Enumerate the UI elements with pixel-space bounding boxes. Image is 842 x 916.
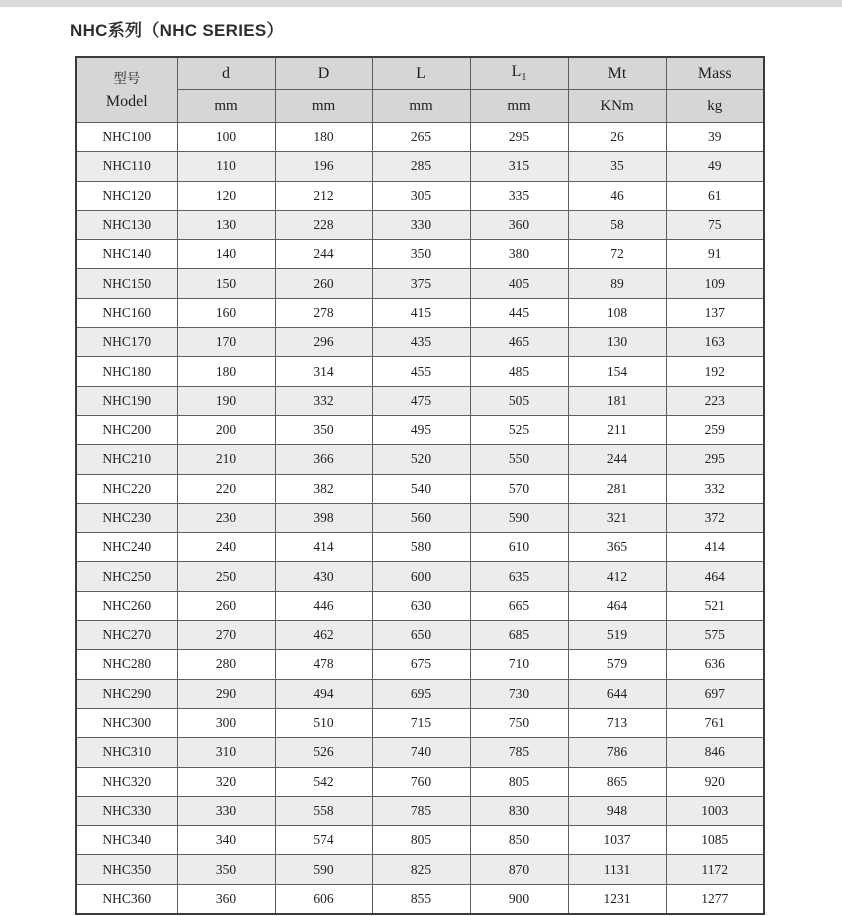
value-cell: 695 <box>372 679 470 708</box>
page-top-edge <box>0 0 842 7</box>
model-cell: NHC210 <box>76 445 177 474</box>
value-cell: 296 <box>275 328 372 357</box>
value-cell: 574 <box>275 826 372 855</box>
value-cell: 520 <box>372 445 470 474</box>
table-row <box>76 562 764 591</box>
header-row-labels <box>76 57 764 90</box>
col-header-d: d <box>177 57 275 90</box>
value-cell: 1003 <box>666 796 764 825</box>
value-cell: 805 <box>372 826 470 855</box>
value-cell: 365 <box>568 533 666 562</box>
table-row <box>76 415 764 444</box>
value-cell: 150 <box>177 269 275 298</box>
col-header-mt: Mt <box>568 57 666 90</box>
header-row-units <box>76 90 764 123</box>
value-cell: 805 <box>470 767 568 796</box>
value-cell: 435 <box>372 328 470 357</box>
table-row <box>76 328 764 357</box>
value-cell: 760 <box>372 767 470 796</box>
value-cell: 850 <box>470 826 568 855</box>
model-cell: NHC110 <box>76 152 177 181</box>
model-cell: NHC290 <box>76 679 177 708</box>
value-cell: 278 <box>275 298 372 327</box>
value-cell: 330 <box>177 796 275 825</box>
model-cell: NHC190 <box>76 386 177 415</box>
value-cell: 250 <box>177 562 275 591</box>
col-header-l: L <box>372 57 470 90</box>
value-cell: 948 <box>568 796 666 825</box>
table-row <box>76 767 764 796</box>
value-cell: 635 <box>470 562 568 591</box>
value-cell: 685 <box>470 621 568 650</box>
table-header <box>76 57 764 123</box>
table-body <box>76 123 764 914</box>
value-cell: 130 <box>177 210 275 239</box>
value-cell: 160 <box>177 298 275 327</box>
value-cell: 430 <box>275 562 372 591</box>
value-cell: 320 <box>177 767 275 796</box>
value-cell: 163 <box>666 328 764 357</box>
value-cell: 750 <box>470 708 568 737</box>
value-cell: 570 <box>470 474 568 503</box>
value-cell: 310 <box>177 738 275 767</box>
table-row <box>76 181 764 210</box>
table-row <box>76 474 764 503</box>
value-cell: 713 <box>568 708 666 737</box>
value-cell: 710 <box>470 650 568 679</box>
model-cell: NHC320 <box>76 767 177 796</box>
value-cell: 285 <box>372 152 470 181</box>
col-unit-l1: mm <box>470 90 568 123</box>
value-cell: 825 <box>372 855 470 884</box>
value-cell: 1037 <box>568 826 666 855</box>
model-cell: NHC240 <box>76 533 177 562</box>
value-cell: 465 <box>470 328 568 357</box>
value-cell: 414 <box>275 533 372 562</box>
value-cell: 636 <box>666 650 764 679</box>
value-cell: 332 <box>275 386 372 415</box>
value-cell: 39 <box>666 123 764 152</box>
value-cell: 1131 <box>568 855 666 884</box>
table-row <box>76 884 764 913</box>
model-cell: NHC120 <box>76 181 177 210</box>
model-cell: NHC280 <box>76 650 177 679</box>
table-row <box>76 123 764 152</box>
value-cell: 846 <box>666 738 764 767</box>
value-cell: 192 <box>666 357 764 386</box>
col-header-d: D <box>275 57 372 90</box>
col-header-mass: Mass <box>666 57 764 90</box>
value-cell: 244 <box>568 445 666 474</box>
value-cell: 900 <box>470 884 568 913</box>
value-cell: 260 <box>275 269 372 298</box>
model-cell: NHC170 <box>76 328 177 357</box>
value-cell: 575 <box>666 621 764 650</box>
value-cell: 542 <box>275 767 372 796</box>
value-cell: 89 <box>568 269 666 298</box>
value-cell: 321 <box>568 503 666 532</box>
table-row <box>76 796 764 825</box>
page-title: NHC系列（NHC SERIES） <box>70 21 284 40</box>
value-cell: 49 <box>666 152 764 181</box>
value-cell: 786 <box>568 738 666 767</box>
value-cell: 223 <box>666 386 764 415</box>
value-cell: 100 <box>177 123 275 152</box>
model-cell: NHC340 <box>76 826 177 855</box>
value-cell: 550 <box>470 445 568 474</box>
value-cell: 375 <box>372 269 470 298</box>
table-row <box>76 826 764 855</box>
value-cell: 485 <box>470 357 568 386</box>
model-cell: NHC270 <box>76 621 177 650</box>
value-cell: 244 <box>275 240 372 269</box>
value-cell: 46 <box>568 181 666 210</box>
value-cell: 494 <box>275 679 372 708</box>
value-cell: 740 <box>372 738 470 767</box>
value-cell: 314 <box>275 357 372 386</box>
value-cell: 330 <box>372 210 470 239</box>
value-cell: 110 <box>177 152 275 181</box>
value-cell: 455 <box>372 357 470 386</box>
value-cell: 412 <box>568 562 666 591</box>
value-cell: 295 <box>666 445 764 474</box>
value-cell: 35 <box>568 152 666 181</box>
table-row <box>76 708 764 737</box>
value-cell: 72 <box>568 240 666 269</box>
value-cell: 382 <box>275 474 372 503</box>
value-cell: 1277 <box>666 884 764 913</box>
value-cell: 230 <box>177 503 275 532</box>
value-cell: 180 <box>177 357 275 386</box>
table-row <box>76 298 764 327</box>
value-cell: 75 <box>666 210 764 239</box>
model-cell: NHC360 <box>76 884 177 913</box>
value-cell: 414 <box>666 533 764 562</box>
model-cell: NHC220 <box>76 474 177 503</box>
table-row <box>76 650 764 679</box>
value-cell: 350 <box>177 855 275 884</box>
col-header-l1: $L_1$ <box>470 57 568 90</box>
value-cell: 360 <box>177 884 275 913</box>
model-cell: NHC160 <box>76 298 177 327</box>
value-cell: 211 <box>568 415 666 444</box>
value-cell: 260 <box>177 591 275 620</box>
model-cell: NHC140 <box>76 240 177 269</box>
value-cell: 920 <box>666 767 764 796</box>
value-cell: 305 <box>372 181 470 210</box>
value-cell: 1231 <box>568 884 666 913</box>
col-unit-mass: kg <box>666 90 764 123</box>
value-cell: 785 <box>470 738 568 767</box>
value-cell: 505 <box>470 386 568 415</box>
value-cell: 109 <box>666 269 764 298</box>
model-header-zh: 型号 <box>113 70 141 86</box>
value-cell: 26 <box>568 123 666 152</box>
model-cell: NHC130 <box>76 210 177 239</box>
value-cell: 665 <box>470 591 568 620</box>
value-cell: 270 <box>177 621 275 650</box>
value-cell: 196 <box>275 152 372 181</box>
value-cell: 579 <box>568 650 666 679</box>
value-cell: 644 <box>568 679 666 708</box>
value-cell: 1085 <box>666 826 764 855</box>
value-cell: 180 <box>275 123 372 152</box>
value-cell: 519 <box>568 621 666 650</box>
col-unit-d: mm <box>275 90 372 123</box>
table-row <box>76 240 764 269</box>
value-cell: 240 <box>177 533 275 562</box>
value-cell: 495 <box>372 415 470 444</box>
value-cell: 281 <box>568 474 666 503</box>
value-cell: 170 <box>177 328 275 357</box>
table-row <box>76 269 764 298</box>
model-cell: NHC100 <box>76 123 177 152</box>
value-cell: 870 <box>470 855 568 884</box>
value-cell: 478 <box>275 650 372 679</box>
value-cell: 398 <box>275 503 372 532</box>
value-cell: 464 <box>568 591 666 620</box>
table-row <box>76 621 764 650</box>
table-row <box>76 210 764 239</box>
value-cell: 228 <box>275 210 372 239</box>
value-cell: 372 <box>666 503 764 532</box>
value-cell: 154 <box>568 357 666 386</box>
value-cell: 462 <box>275 621 372 650</box>
value-cell: 785 <box>372 796 470 825</box>
value-cell: 675 <box>372 650 470 679</box>
value-cell: 265 <box>372 123 470 152</box>
value-cell: 715 <box>372 708 470 737</box>
value-cell: 200 <box>177 415 275 444</box>
value-cell: 697 <box>666 679 764 708</box>
table-row <box>76 386 764 415</box>
value-cell: 1172 <box>666 855 764 884</box>
value-cell: 650 <box>372 621 470 650</box>
value-cell: 855 <box>372 884 470 913</box>
model-cell: NHC300 <box>76 708 177 737</box>
value-cell: 830 <box>470 796 568 825</box>
value-cell: 91 <box>666 240 764 269</box>
model-cell: NHC230 <box>76 503 177 532</box>
value-cell: 761 <box>666 708 764 737</box>
value-cell: 280 <box>177 650 275 679</box>
value-cell: 464 <box>666 562 764 591</box>
value-cell: 220 <box>177 474 275 503</box>
model-cell: NHC310 <box>76 738 177 767</box>
value-cell: 405 <box>470 269 568 298</box>
model-cell: NHC350 <box>76 855 177 884</box>
value-cell: 290 <box>177 679 275 708</box>
value-cell: 130 <box>568 328 666 357</box>
value-cell: 526 <box>275 738 372 767</box>
value-cell: 181 <box>568 386 666 415</box>
value-cell: 335 <box>470 181 568 210</box>
value-cell: 300 <box>177 708 275 737</box>
col-unit-d: mm <box>177 90 275 123</box>
table-row <box>76 152 764 181</box>
value-cell: 730 <box>470 679 568 708</box>
value-cell: 590 <box>275 855 372 884</box>
col-unit-l: mm <box>372 90 470 123</box>
value-cell: 558 <box>275 796 372 825</box>
value-cell: 108 <box>568 298 666 327</box>
value-cell: 315 <box>470 152 568 181</box>
table-row <box>76 533 764 562</box>
table-row <box>76 679 764 708</box>
value-cell: 350 <box>275 415 372 444</box>
table-row <box>76 357 764 386</box>
col-unit-mt: KNm <box>568 90 666 123</box>
value-cell: 140 <box>177 240 275 269</box>
model-header-en: Model <box>105 93 148 110</box>
value-cell: 606 <box>275 884 372 913</box>
value-cell: 58 <box>568 210 666 239</box>
value-cell: 415 <box>372 298 470 327</box>
value-cell: 259 <box>666 415 764 444</box>
table-row <box>76 855 764 884</box>
value-cell: 600 <box>372 562 470 591</box>
value-cell: 340 <box>177 826 275 855</box>
table-row <box>76 591 764 620</box>
value-cell: 212 <box>275 181 372 210</box>
model-cell: NHC330 <box>76 796 177 825</box>
value-cell: 137 <box>666 298 764 327</box>
value-cell: 630 <box>372 591 470 620</box>
model-cell: NHC200 <box>76 415 177 444</box>
value-cell: 865 <box>568 767 666 796</box>
model-cell: NHC250 <box>76 562 177 591</box>
value-cell: 295 <box>470 123 568 152</box>
model-cell: NHC260 <box>76 591 177 620</box>
model-column-header <box>76 57 177 123</box>
value-cell: 446 <box>275 591 372 620</box>
value-cell: 445 <box>470 298 568 327</box>
value-cell: 190 <box>177 386 275 415</box>
table-row <box>76 503 764 532</box>
value-cell: 540 <box>372 474 470 503</box>
value-cell: 210 <box>177 445 275 474</box>
value-cell: 525 <box>470 415 568 444</box>
value-cell: 560 <box>372 503 470 532</box>
value-cell: 61 <box>666 181 764 210</box>
table-row <box>76 445 764 474</box>
value-cell: 580 <box>372 533 470 562</box>
value-cell: 590 <box>470 503 568 532</box>
nhc-spec-table <box>75 56 765 915</box>
table-row <box>76 738 764 767</box>
value-cell: 120 <box>177 181 275 210</box>
value-cell: 360 <box>470 210 568 239</box>
value-cell: 521 <box>666 591 764 620</box>
model-cell: NHC180 <box>76 357 177 386</box>
value-cell: 350 <box>372 240 470 269</box>
value-cell: 366 <box>275 445 372 474</box>
value-cell: 475 <box>372 386 470 415</box>
value-cell: 510 <box>275 708 372 737</box>
value-cell: 332 <box>666 474 764 503</box>
model-cell: NHC150 <box>76 269 177 298</box>
value-cell: 380 <box>470 240 568 269</box>
value-cell: 610 <box>470 533 568 562</box>
